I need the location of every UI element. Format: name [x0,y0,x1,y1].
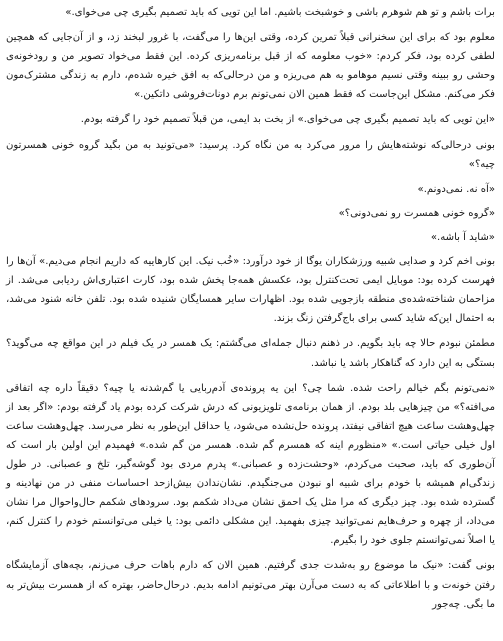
paragraph-7: «شاید آ باشه.» [430,231,495,243]
paragraph-6: «گروه خونی همسرت رو نمی‌دونی؟» [338,207,495,219]
paragraph-10: «نمی‌تونم بگم خیالم راحت شده. شما چی؟ این یه پرونده‌ی آدم‌ربایی یا گم‌شدنه یا چیه؟ دقیقاً داره چه اتفاقی می‌افته؟» من چیزهایی بلد بودم. از همان برنامه‌ی تلویزیونی که درش شرکت کرده بودم یاد گرفته بودم: «اگر بعد از چهل‌وهشت ساعت هیچ اتفاقی نیفتد، پرونده حل‌نشده می‌شود، یا حداقل این‌طور به نظر می‌رسد. چهل‌وهشت ساعت اول خیلی حیاتی است.» «منظورم اینه که همسرم گم شده. همسر من گم شده.» فهمیدم این اولین بار است که آن‌طوری که باید، صحبت می‌کردم، «وحشت‌زده و عصبانی.» پدرم مردی بود گوشه‌گیر، تلخ و عصبانی. در طول زندگی‌ام همیشه با خودم برای شبیه او نبودن می‌جنگیدم. نشان‌ندادن بیش‌ازحد احساسات منفی در من نهادینه و گسترده شده بود. چیز دیگری که مرا مثل یک احمق نشان می‌داد شکمم بود. سرودهای شکمم حال‌واحوال مرا نشان می‌داد، از چهره و حرف‌هایم نمی‌توانید چیزی بفهمید. این مشکلی دائمی بود: یا خیلی می‌توانستم خودم را کنترل کنم، یا اصلاً نمی‌توانستم جلوی خود را بگیرم. [6,382,495,547]
paragraph-8: بونی اخم کرد و صدایی شبیه ورزشکاران یوگا از خود درآورد: «خُب نیک. این کارهاییه که داریم انجام می‌دیم.» آن‌ها را فهرست کرده بود: موبایل ایمی تحت‌کنترل بود، عکسش همه‌جا پخش شده بود، کارت اعتباری‌اش ردیابی می‌شد. از مزاحمان شناخته‌شده‌ی منطقه بازجویی شده بود. اظهارات سایر همسایگان شنیده شده بود. تلفن خانه شنود می‌شد، به احتمال این‌که شاید کسی برای باج‌گرفتن زنگ بزند. [6,256,495,325]
paragraph-3: «این تویی که باید تصمیم بگیری چی می‌خوای.» از بخت بد ایمی، من قبلاً تصمیم خود را گرفته بودم. [80,114,495,126]
paragraph-5: «آه نه. نمی‌دونم.» [417,183,495,195]
paragraph-1: برات باشم و تو هم شوهرم باشی و خوشبخت باشیم. اما این تویی که باید تصمیم بگیری چی می‌خوای.» [65,7,495,18]
paragraph-2: معلوم بود که برای این سخنرانی قبلاً تمرین کرده، وقتی این‌ها را می‌گفت، با غرور لبخند زد، و از آن‌جایی که همچین لطفی کرده بود، فکر کردم: «خوب معلومه که از قبل برنامه‌ریزی کرده. این فقط می‌خواد تصویر من و رودخونه‌ی وحشی رو ببینه وقتی نسیم موهامو به هم می‌ریزه و من درحالی‌که به افق خیره شده‌م، دارم به زندگی مشترک‌مون فکر می‌کنم. مشکل این‌جاست که فقط همین الان نمی‌تونم برم دونات‌فروشی داتکین.» [6,32,495,101]
paragraph-4: بونی درحالی‌که نوشته‌هایش را مرور می‌کرد به من نگاه کرد. پرسید: «می‌تونید به من بگید گروه خونی همسرتون چیه؟» [6,139,495,170]
paragraph-9: مطمئن نبودم حالا چه باید بگویم. در ذهنم دنبال جمله‌ای می‌گشتم: یک همسر در یک فیلم در این مواقع چه می‌گوید؟ بستگی به این دارد که گناهکار باشد یا نباشد. [6,338,495,369]
paragraph-11: بونی گفت: «نیک ما موضوع رو به‌شدت جدی گرفتیم. همین الان که دارم باهات حرف می‌زنم، بچه‌های آزمایشگاه رفتن خونه‌ت و با اطلاعاتی که به دست می‌آرن بهتر می‌تونیم ادامه بدیم. درحال‌حاضر، بهتره که از همسرت بیش‌تر به ما بگی. چه‌جور [6,560,495,610]
